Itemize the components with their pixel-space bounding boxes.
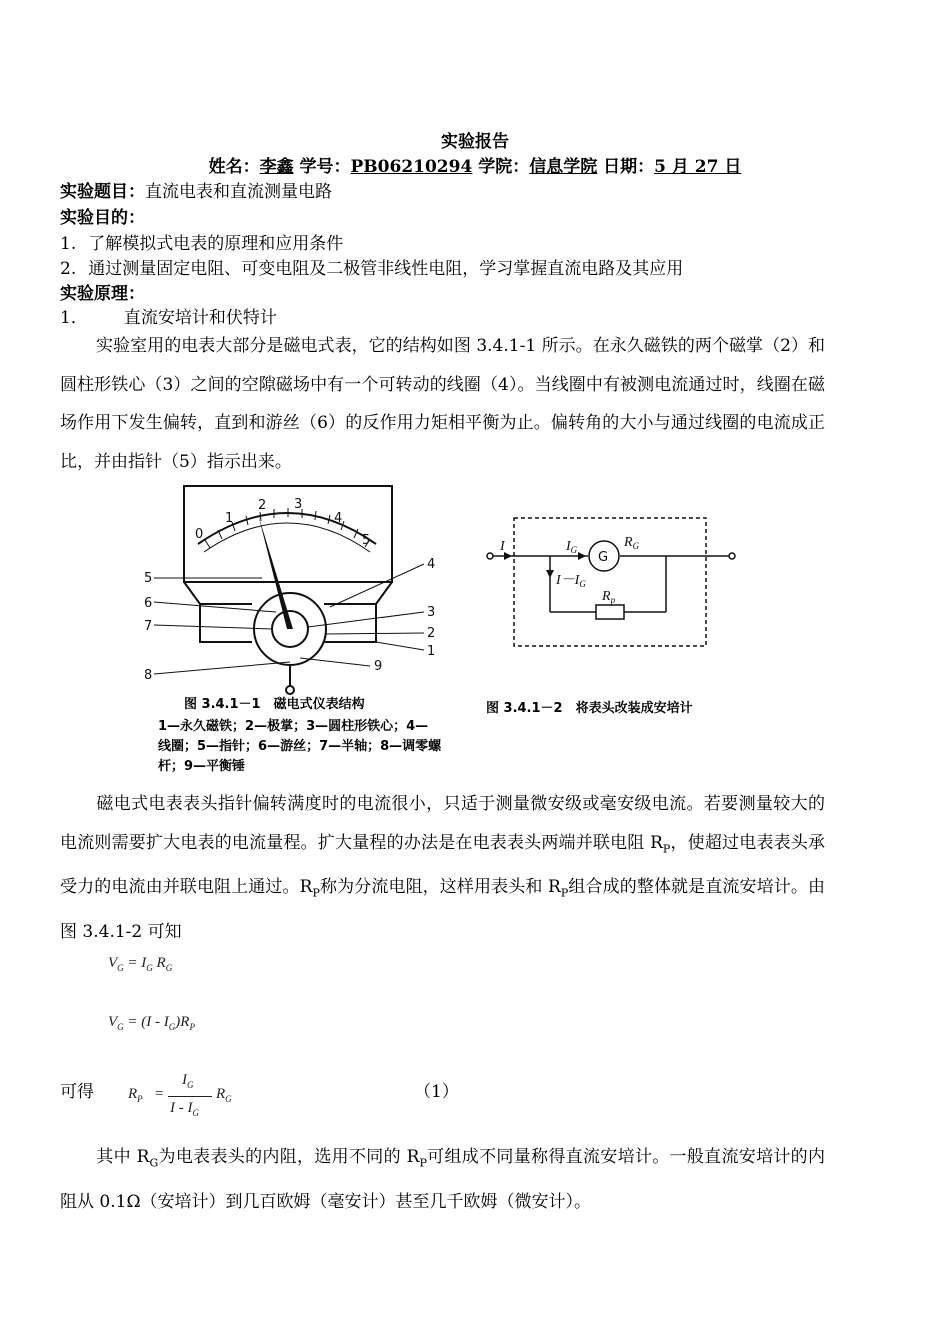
part-label: 1 — [427, 644, 436, 659]
purpose-item-num: 2. — [60, 259, 77, 279]
id-value: PB06210294 — [350, 157, 473, 177]
galvanometer-letter: G — [598, 550, 609, 565]
part-label: 4 — [427, 557, 436, 572]
output-terminal — [729, 553, 735, 559]
derive-label: 可得 — [60, 1082, 94, 1102]
meter-structure-figure — [140, 482, 450, 777]
galvanometer-resistance-label: $R_G$ — [624, 535, 640, 551]
document-page: 实验报告 姓名：李鑫 学号：PB06210294 学院：信息学院 日期：5 月 27 日 实验题目：直流电表和直流测量电路 实验目的： 1. 了解模拟式电表的原理和应用条件 2. 通过测量固定电阻、可变电阻及二极管非线性电阻，学习掌握直流电路及其应用 实验原理： 1． 直流安培计和伏特计 实验室用的电表大部分是磁电式表，它的结构如图 3.4.1-1 所示。在永久磁铁的两个磁掌（2）和圆柱形铁心（3）之间的空隙磁场中有一个可转动的线圈（4）。当线圈中有被测电流通过时，线圈在磁场作用下发生偏转，直到和游丝（6）的反作用力矩相平衡为止。偏转角的大小与通过线圈的电流成正比，并由指针（5）指示出来。 0 1 2 3 4 5 5 6 7 8 4 3 2 1 9 图 3.4.1－1 磁电式仪表结构 1—永久磁铁；2—极掌；3—圆柱形铁心；4— 线圈；5—指针；6—游丝；7—半轴；8—调零螺 杆；9—平衡锤 I $I_G$ $R_G$ $I-I_G$ $R_p$ G 图 3.4.1－2 将表头改装成安培计 磁电式电表表头指针偏转满度时的电流很小，只适于测量微安级或毫安级电流。若要测量较大的电流则需要扩大电表的电流量程。扩大量程的办法是在电表表头两端并联电阻 $R_P$，使超过电表表头承受力的电流由并联电阻上通过。$R_P$称为分流电阻，这样用表头和 $R_P$组合成的整体就是直流安培计。由图 3.4.1-2 可知 $V_G = I_G$ $R_G$ $V_G = (I - I_G)R_P$ 可得 $R_P$ = $I_G$ I - $I_G$ $R_G$ （1） 其中 $R_G$为电表表头的内阻，选用不同的 $R_P$可组成不同量称得直流安培计。一般直流安培计的内阻从 0.1Ω（安培计）到几百欧姆（毫安计）甚至几千欧姆（微安计）。 — [0, 0, 950, 1344]
section-title: 直流安培计和伏特计 — [123, 308, 277, 328]
section-num: 1． — [60, 308, 88, 328]
input-terminal — [487, 553, 493, 559]
part-label: 2 — [427, 626, 436, 641]
part-label: 8 — [144, 668, 153, 683]
shunt-resistance-label: $R_p$ — [602, 589, 616, 605]
input-current-label: I — [500, 539, 505, 554]
principle-label: 实验原理： — [60, 284, 145, 304]
purpose-item-text: 了解模拟式电表的原理和应用条件 — [88, 234, 344, 254]
scale-tick-label: 1 — [225, 511, 234, 526]
shunt-current-label: $I-I_G$ — [556, 573, 586, 589]
scale-tick-label: 4 — [334, 511, 343, 526]
paragraph-1-text: 实验室用的电表大部分是磁电式表，它的结构如图 3.4.1-1 所示。在永久磁铁的两个磁掌（2）和圆柱形铁心（3）之间的空隙磁场中有一个可转动的线圈（4）。当线圈中有被测电流通过时，线圈在磁场作用下发生偏转，直到和游丝（6）的反作用力矩相平衡为止。偏转角的大小与通过线圈的电流成正比，并由指针（5）指示出来。 — [60, 336, 825, 472]
ammeter-circuit-figure — [478, 512, 768, 722]
topic-value: 直流电表和直流测量电路 — [145, 182, 332, 202]
ammeter-boundary — [514, 518, 706, 646]
section-heading — [60, 303, 277, 328]
paragraph-3: 其中 $R_G$为电表表头的内阻，选用不同的 $R_P$可组成不同量称得直流安培计。一般直流安培计的内阻从 0.1Ω（安培计）到几百欧姆（毫安计）甚至几千欧姆（微安计）。 — [60, 1147, 825, 1212]
equation-number: （1） — [414, 1082, 459, 1102]
purpose-item — [60, 229, 343, 254]
name-value: 李鑫 — [259, 157, 294, 177]
school-value: 信息学院 — [529, 157, 598, 177]
paragraph-1 — [60, 327, 825, 481]
part-label: 7 — [144, 619, 153, 634]
figure1-caption: 图 3.4.1－1 磁电式仪表结构 — [184, 697, 365, 712]
paragraph-2: 磁电式电表表头指针偏转满度时的电流很小，只适于测量微安级或毫安级电流。若要测量较大的电流则需要扩大电表的电流量程。扩大量程的办法是在电表表头两端并联电阻 $R_P$，使超过电表表头承受力的电流由并联电阻上通过。$R_P$称为分流电阻，这样用表头和 $R_P$组合成的整体就是直流安培计。由图 3.4.1-2 可知 — [60, 794, 826, 943]
scale-tick-label: 5 — [362, 533, 371, 548]
id-label: 学号： — [293, 157, 351, 177]
purpose-item — [60, 254, 683, 279]
part-label: 6 — [144, 596, 153, 611]
figure1-legend: 1—永久磁铁；2—极掌；3—圆柱形铁心；4— — [158, 719, 429, 734]
scale-tick-label: 2 — [258, 498, 267, 513]
scale-tick-label: 3 — [294, 497, 303, 512]
figure1-legend: 杆；9—平衡锤 — [158, 759, 246, 774]
report-title: 实验报告 — [441, 132, 509, 152]
galvanometer-current-label: $I_G$ — [566, 539, 578, 555]
equation-2: $V_G = (I - I_G)R_P$ — [108, 1014, 195, 1032]
purpose-label: 实验目的： — [60, 208, 145, 228]
scale-tick-label: 0 — [195, 527, 204, 542]
topic-label: 实验题目： — [60, 182, 145, 202]
date-value: 5 月 27 日 — [654, 157, 742, 177]
topic-line — [60, 177, 332, 202]
equation-1: $V_G = I_G$ $R_G$ — [108, 955, 173, 973]
figure1-legend: 线圈；5—指针；6—游丝；7—半轴；8—调零螺 — [158, 739, 442, 754]
shunt-resistor — [596, 605, 624, 619]
part-label: 3 — [427, 605, 436, 620]
figure2-caption: 图 3.4.1－2 将表头改装成安培计 — [486, 701, 693, 716]
part-label: 5 — [144, 571, 153, 586]
zero-screw — [286, 686, 294, 694]
school-label: 学院： — [472, 157, 530, 177]
date-label: 日期： — [597, 157, 655, 177]
part-label: 9 — [374, 659, 383, 674]
name-label: 姓名： — [208, 157, 260, 177]
report-meta — [0, 152, 950, 177]
purpose-item-text: 通过测量固定电阻、可变电阻及二极管非线性电阻，学习掌握直流电路及其应用 — [88, 259, 684, 279]
purpose-item-num: 1. — [60, 234, 77, 254]
